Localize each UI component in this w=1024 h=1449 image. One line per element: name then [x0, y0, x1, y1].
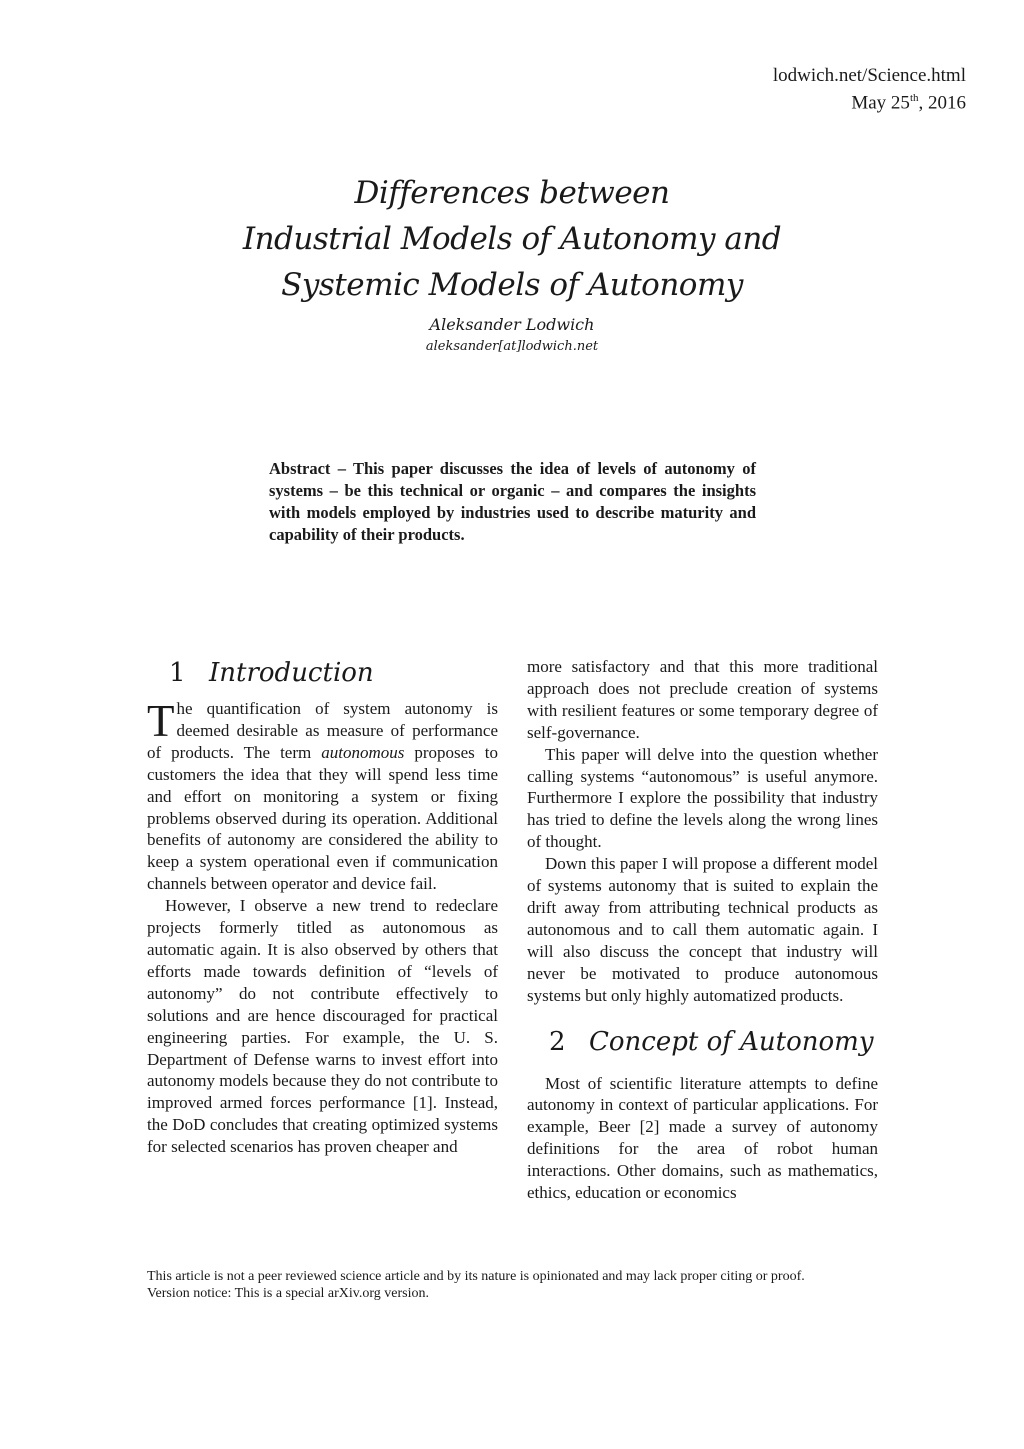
- header-url: lodwich.net/Science.html: [772, 65, 966, 86]
- left-column: [147, 656, 498, 1158]
- header-date: [773, 87, 966, 114]
- section-title: Concept of Autonomy: [589, 1026, 874, 1057]
- emphasized-term: autonomous: [321, 742, 405, 762]
- page-header: [773, 64, 966, 114]
- header-date-suffix: , 2016: [918, 92, 966, 114]
- drop-cap: T: [147, 696, 175, 746]
- paragraph: Down this paper I will propose a different model of systems autonomy that is suited to explain the drift away from attributing technical products as autonomous and to call them automatic again. I will also discuss the concept that industry will never be motivated to produce autonomous systems but only highly automatized products.: [527, 854, 878, 1005]
- paragraph-text-b: proposes to customers the idea that they will spend less time and effort on monitoring a system or fixing problems observed during its operation. Additional benefits of autonomy are considered the ability to keep a system operational even if communication channels between operator and device fail.: [147, 742, 498, 894]
- abstract: Abstract – This paper discusses the idea of levels of autonomy of systems – be this technical or organic – and compares the insights with models employed by industries used to describe maturity and capability of their products.: [269, 459, 756, 544]
- title-line-2: Industrial Models of Autonomy and: [242, 221, 782, 257]
- section-title: Introduction: [209, 658, 374, 688]
- paragraph: Most of scientific literature attempts to define autonomy in context of particular applications. For example, Beer [2] made a survey of autonomy definitions for the area of robot human interactions. Other domains, such as mathematics, ethics, education or economics: [527, 1073, 878, 1203]
- paragraph: [147, 698, 498, 895]
- header-date-sup: th: [909, 92, 919, 104]
- paragraph-text-a: he quantification of system autonomy is deemed desirable as measure of performance of products. The term: [147, 699, 498, 762]
- footnote-line-1: This article is not a peer reviewed science article and by its nature is opinionated and may lack proper citing or proof.: [147, 1269, 805, 1284]
- paper-title: [0, 170, 1024, 308]
- footnote: [147, 1268, 907, 1302]
- section-number: 2: [549, 1026, 566, 1057]
- footnote-line-2: Version notice: This is a special arXiv.org version.: [147, 1286, 430, 1301]
- paragraph: However, I observe a new trend to redeclare projects formerly titled as autonomous as automatic again. It is also observed by others that efforts made towards definition of “levels of autonomy” do not contribute effectively to solutions and are hence discouraged for practical engineering parties. For example, the U. S. Department of Defense warns to invest effort into autonomy models because they do not contribute to improved armed forces performance [1]. Instead, the DoD concludes that creating optimized systems for selected scenarios has proven cheaper and: [147, 896, 498, 1157]
- section-heading-introduction: [147, 656, 498, 690]
- paragraph: This paper will delve into the question whether calling systems “autonomous” is useful anymore. Furthermore I explore the possibility that industry has tried to define the levels along the wrong lines of thought.: [527, 744, 878, 852]
- section-heading-concept-of-autonomy: [527, 1025, 878, 1059]
- title-line-1: Differences between: [354, 175, 670, 211]
- author-email: aleksander[at]lodwich.net: [425, 339, 599, 354]
- right-column: [527, 656, 878, 1204]
- section-number: 1: [169, 658, 186, 688]
- title-line-3: Systemic Models of Autonomy: [281, 267, 743, 303]
- author-name: Aleksander Lodwich: [429, 315, 595, 334]
- header-date-prefix: May 25: [851, 92, 910, 114]
- paragraph: more satisfactory and that this more traditional approach does not preclude creation of systems with resilient features or some temporary degree of self-governance.: [527, 657, 878, 742]
